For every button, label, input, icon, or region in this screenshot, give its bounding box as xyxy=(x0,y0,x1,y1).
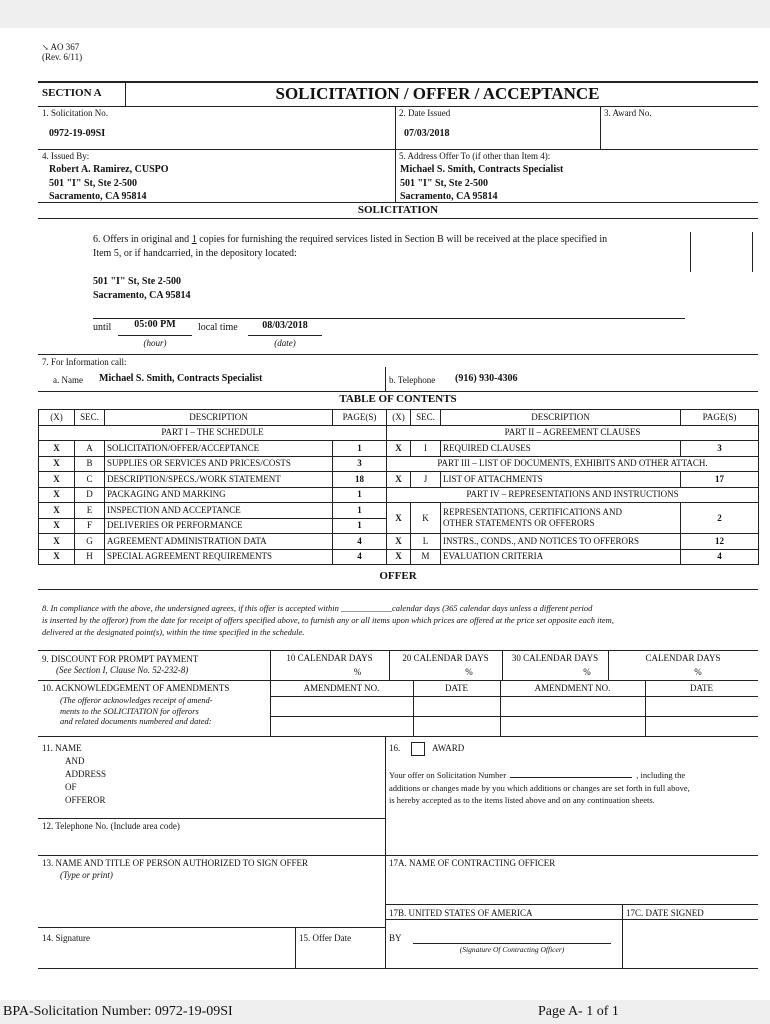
toc-row: X C DESCRIPTION/SPECS./WORK STATEMENT 18 xyxy=(39,472,387,488)
toc-row: X I REQUIRED CLAUSES 3 xyxy=(387,441,759,457)
toc-row: X J LIST OF ATTACHMENTS 17 xyxy=(387,472,759,488)
usa-label: 17B. UNITED STATES OF AMERICA xyxy=(389,908,533,918)
signature-label: 14. Signature xyxy=(42,933,90,943)
form-id: ↘ AO 367 xyxy=(42,42,80,52)
discount-clause: (See Section I, Clause No. 52-232-8) xyxy=(56,665,189,675)
toc-part-row: PART I – THE SCHEDULE xyxy=(39,425,387,441)
amend-col-date-1: DATE xyxy=(445,683,468,693)
offeror-name-address-label: 11. NAME AND ADDRESS OF OFFEROR xyxy=(42,743,107,805)
award-item-number: 16. xyxy=(389,743,401,753)
toc-row: X H SPECIAL AGREEMENT REQUIREMENTS 4 xyxy=(39,549,387,565)
form-revision: (Rev. 6/11) xyxy=(42,52,83,62)
footer-page-number: Page A- 1 of 1 xyxy=(538,1004,619,1019)
solicitation-heading: SOLICITATION xyxy=(357,204,439,216)
item8-line1: 8. In compliance with the above, the undersigned agrees, if this offer is accepted within ____________calendar days (365 calendar days unless a different period xyxy=(42,603,593,613)
offer-heading: OFFER xyxy=(379,570,417,582)
solicitation-no-label: 1. Solicitation No. xyxy=(42,108,108,118)
until-label: until xyxy=(93,322,112,333)
amend-col-no-1: AMENDMENT NO. xyxy=(303,683,380,693)
authorized-signer-label: 13. NAME AND TITLE OF PERSON AUTHORIZED TO SIGN OFFER xyxy=(42,858,309,868)
footer-solicitation-number: BPA-Solicitation Number: 0972-19-09SI xyxy=(3,1004,233,1019)
due-date: 08/03/2018 xyxy=(262,320,308,331)
discount-pct-20: % xyxy=(465,667,473,677)
toc-part-row: PART III – LIST OF DOCUMENTS, EXHIBITS AND OTHER ATTACH. xyxy=(387,456,759,472)
toc-part-row: PART IV – REPRESENTATIONS AND INSTRUCTIONS xyxy=(387,487,759,503)
info-tel-label: b. Telephone xyxy=(389,375,436,385)
discount-col-20: 20 CALENDAR DAYS xyxy=(402,653,489,663)
form-title: SOLICITATION / OFFER / ACCEPTANCE xyxy=(275,84,600,103)
toc-row: X B SUPPLIES OR SERVICES AND PRICES/COSTS 3 xyxy=(39,456,387,472)
discount-label: 9. DISCOUNT FOR PROMPT PAYMENT xyxy=(42,654,199,664)
award-text-line2: additions or changes made by you which additions or changes are set forth in full above, xyxy=(389,783,690,793)
pen-icon: ↘ xyxy=(42,43,49,52)
depository-address: 501 "I" St, Ste 2-500 Sacramento, CA 95814 xyxy=(93,276,191,301)
address-offer-to: Michael S. Smith, Contracts Specialist 501 "I" St, Ste 2-500 Sacramento, CA 95814 xyxy=(400,164,564,202)
toc-row: X F DELIVERIES OR PERFORMANCE 1 xyxy=(39,518,387,534)
amend-col-date-2: DATE xyxy=(690,683,713,693)
local-time-label: local time xyxy=(198,322,238,333)
form-page xyxy=(0,28,770,1000)
toc-row: X D PACKAGING AND MARKING 1 xyxy=(39,487,387,503)
section-label: SECTION A xyxy=(42,87,102,99)
item6-text-line2: Item 5, or if handcarried, in the depository located: xyxy=(93,248,297,259)
offer-date-label: 15. Offer Date xyxy=(299,933,352,943)
award-label: AWARD xyxy=(432,743,465,753)
toc-row: X K REPRESENTATIONS, CERTIFICATIONS AND OTHER STATEMENTS OR OFFERORS 2 xyxy=(387,503,759,534)
discount-pct-30: % xyxy=(583,667,591,677)
toc-right-table xyxy=(386,409,759,565)
toc-header-row: (X) SEC. DESCRIPTION PAGE(S) xyxy=(39,410,387,426)
info-name-label: a. Name xyxy=(53,375,83,385)
offeror-telephone-label: 12. Telephone No. (Include area code) xyxy=(42,821,180,831)
item8-line3: delivered at the designated point(s), within the time specified in the schedule. xyxy=(42,627,305,637)
toc-part-row: PART II – AGREEMENT CLAUSES xyxy=(387,425,759,441)
info-name: Michael S. Smith, Contracts Specialist xyxy=(99,373,263,384)
page-footer xyxy=(0,1000,770,1024)
date-issued-label: 2. Date Issued xyxy=(399,108,451,118)
authorized-signer-note: (Type or print) xyxy=(60,870,113,880)
discount-pct-10: % xyxy=(353,667,362,677)
amendments-label: 10. ACKNOWLEDGEMENT OF AMENDMENTS xyxy=(42,683,230,693)
toc-row: X L INSTRS., CONDS., AND NOTICES TO OFFERORS 12 xyxy=(387,534,759,550)
date-issued: 07/03/2018 xyxy=(404,128,450,139)
toc-heading: TABLE OF CONTENTS xyxy=(339,393,457,405)
award-text-line3: is hereby accepted as to the items listed above and on any continuation sheets. xyxy=(389,795,655,805)
issued-by: Robert A. Ramirez, CUSPO 501 "I" St, Ste 2-500 Sacramento, CA 95814 xyxy=(49,164,169,202)
info-call-label: 7. For Information call: xyxy=(42,357,127,367)
discount-col-10: 10 CALENDAR DAYS xyxy=(286,653,373,663)
award-checkbox[interactable] xyxy=(411,740,425,758)
toc-row: X G AGREEMENT ADMINISTRATION DATA 4 xyxy=(39,534,387,550)
contracting-officer-name-label: 17A. NAME OF CONTRACTING OFFICER xyxy=(389,858,556,868)
date-caption: (date) xyxy=(274,338,296,348)
date-signed-label: 17C. DATE SIGNED xyxy=(626,908,704,918)
address-offer-label: 5. Address Offer To (if other than Item 4): xyxy=(399,151,551,161)
due-time: 05:00 PM xyxy=(134,319,176,330)
toc-row: X E INSPECTION AND ACCEPTANCE 1 xyxy=(39,503,387,519)
hour-caption: (hour) xyxy=(143,338,167,348)
by-label: BY xyxy=(389,933,402,943)
item6-text-line1: 6. Offers in original and 1 copies for furnishing the required services listed in Section B will be received at the place specified in xyxy=(93,234,608,245)
toc-header-row: (X) SEC. DESCRIPTION PAGE(S) xyxy=(387,410,759,426)
discount-pct-other: % xyxy=(694,667,702,677)
item8-line2: is inserted by the offeror) from the date for receipt of offers specified above, to furnish any or all items upon which prices are offered at the price set opposite each item, xyxy=(42,615,614,625)
discount-col-other: CALENDAR DAYS xyxy=(645,653,721,663)
award-text-line1: Your offer on Solicitation Number , including the xyxy=(389,770,686,780)
toc-row: X M EVALUATION CRITERIA 4 xyxy=(387,549,759,565)
toc-row: X A SOLICITATION/OFFER/ACCEPTANCE 1 xyxy=(39,441,387,457)
amend-col-no-2: AMENDMENT NO. xyxy=(534,683,611,693)
discount-col-30: 30 CALENDAR DAYS xyxy=(511,653,599,663)
info-telephone: (916) 930-4306 xyxy=(455,373,518,384)
issued-by-label: 4. Issued By: xyxy=(42,151,90,161)
award-no-label: 3. Award No. xyxy=(604,108,652,118)
signature-caption: (Signature Of Contracting Officer) xyxy=(459,945,565,954)
toc-left-table xyxy=(38,409,387,565)
solicitation-no: 0972-19-09SI xyxy=(49,128,106,139)
amendments-note: (The offeror acknowledges receipt of amend- ments to the SOLICITATION for offerors and related documents numbered and dated: xyxy=(60,695,213,726)
